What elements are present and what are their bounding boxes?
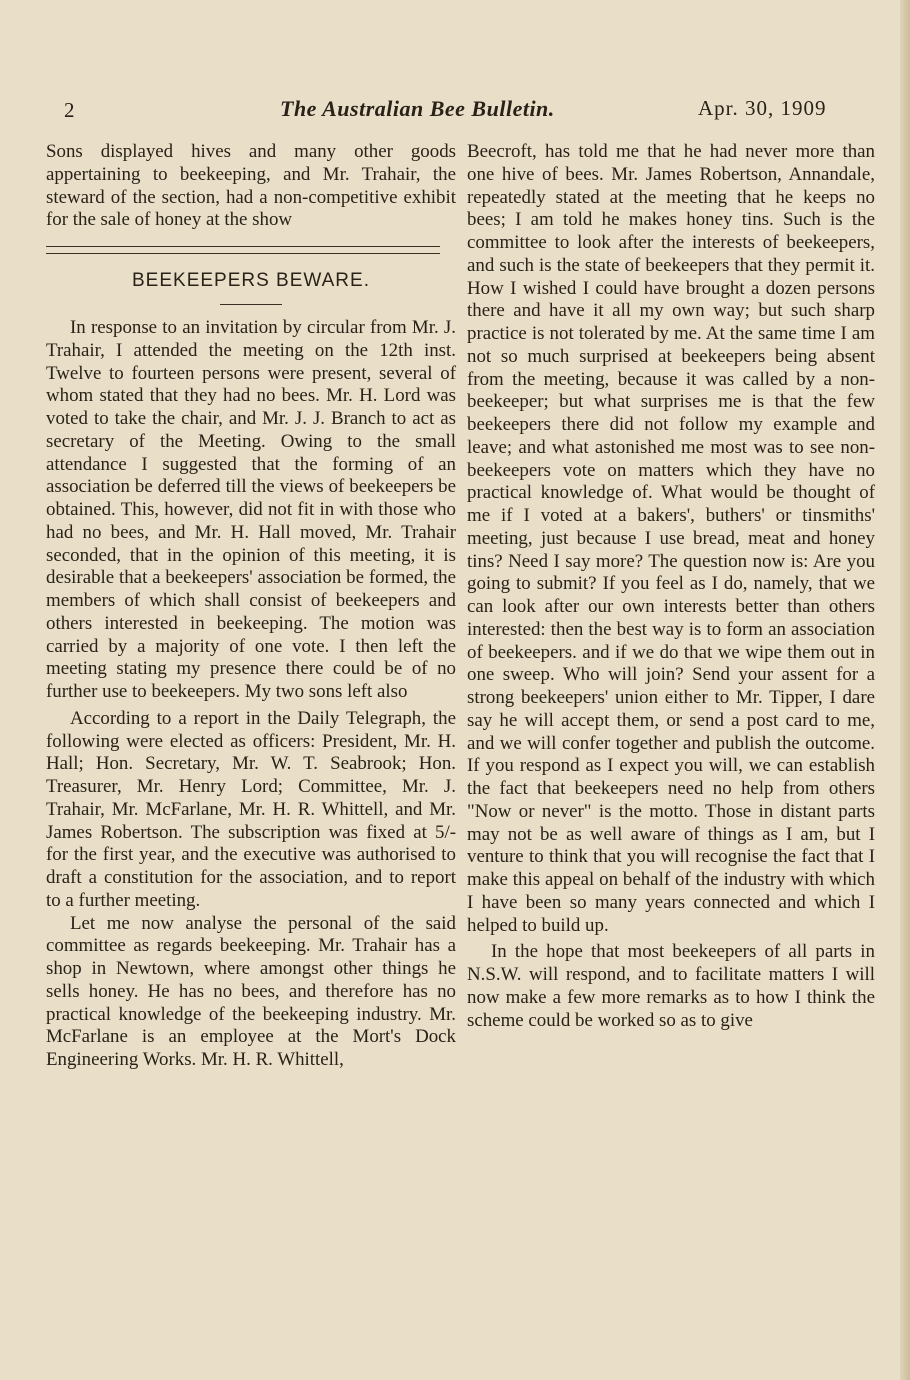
article-paragraph: According to a report in the Daily Telegraph, the following were elected as officers: President, Mr. H. Hall; Hon. Secretary, Mr. W. T. Seabrook; Hon. Treasurer, Mr. Henry Lord; Committee, Mr. J. Trahair, Mr. McFarlane, Mr. H. R. Whittell, and Mr. James Robertson. The subscription was fixed at 5/- for the first year, and the executive was authorised to draft a constitution for the association, and to report to a further meeting. bbox=[46, 707, 456, 911]
article-paragraph: In response to an invitation by circular from Mr. J. Trahair, I attended the meeting on the 12th inst. Twelve to fourteen persons were present, several of whom stated that they had no bees. Mr. H. Lord was voted to take the chair, and Mr. J. J. Branch to act as secretary of the Meeting. Owing to the small attendance I suggested that the forming of an association be deferred till the views of beekeepers be obtained. This, however, did not fit in with those who had no bees, and Mr. H. Hall moved, Mr. Trahair seconded, that in the opinion of this meeting, it is desirable that a beekeepers' association be formed, the members of which shall consist of beekeepers and others interested in beekeeping. The motion was carried by a majority of one vote. I then left the meeting stating my presence there could be of no further use to beekeepers. My two sons left also bbox=[46, 317, 456, 702]
page-edge bbox=[900, 0, 910, 1380]
right-column bbox=[467, 141, 875, 1032]
publication-title: The Australian Bee Bulletin. bbox=[280, 96, 555, 121]
page-number: 2 bbox=[64, 98, 75, 122]
page-header bbox=[0, 94, 910, 124]
article-paragraph: Let me now analyse the personal of the said committee as regards beekeeping. Mr. Trahair has a shop in Newtown, where amongst other things he sells honey. He has no bees, and therefore has no practical knowledge of the beekeeping industry. Mr. McFarlane is an employee at the Mort's Dock Engineering Works. Mr. H. R. Whittell, bbox=[46, 912, 456, 1070]
heading-rule bbox=[220, 304, 282, 305]
article-paragraph: Beecroft, has told me that he had never more than one hive of bees. Mr. James Robertson, Annandale, repeatedly stated at the meeting that he keeps no bees; I am told he makes honey tins. Such is the committee to look after the interests of beekeepers, and such is the state of beekeepers that they permit it. How I wished I could have brought a dozen persons there and have it all my own way; but such sharp practice is not tolerated by me. At the same time I am not so much surprised at beekeepers being absent from the meeting, because it was called by a non-beekeeper; but what surprises me is that the few beekeepers there did not follow my example and leave; and what astonished me most was to see non-beekeepers vote on matters which they have no practical knowledge of. What would be thought of me if I voted at a bakers', buthers' or tinsmiths' meeting, just because I use bread, meat and honey tins? Need I say more? The question now is: Are you going to submit? If you feel as I do, namely, that we can look after our own interests better than others interested: then the best way is to form an association of beekeepers. and if we do that we wipe them out in one sweep. Who will join? Send your assent for a strong beekeepers' union either to Mr. Tipper, I dare say he will accept them, or send a post card to me, and we will confer together and publish the outcome. If you respond as I expect you will, we can establish the fact that beekeepers need no help from others "Now or never" is the motto. Those in distant parts may not be as well aware of things as I am, but I venture to think that you will recognise the fact that I make this appeal on behalf of the industry with which I have been so many years connected and which I helped to build up. bbox=[467, 141, 875, 936]
section-divider bbox=[46, 246, 440, 254]
issue-date: Apr. 30, 1909 bbox=[698, 96, 827, 120]
article-paragraph: In the hope that most beekeepers of all parts in N.S.W. will respond, and to facilitate matters I will now make a few more remarks as to how I think the scheme could be worked so as to give bbox=[467, 941, 875, 1031]
intro-paragraph: Sons displayed hives and many other goods appertaining to beekeeping, and Mr. Trahair, the steward of the section, had a non-competitive exhibit for the sale of honey at the show bbox=[46, 141, 456, 231]
left-column bbox=[46, 141, 456, 1072]
article-heading: BEEKEEPERS BEWARE. bbox=[132, 270, 370, 291]
